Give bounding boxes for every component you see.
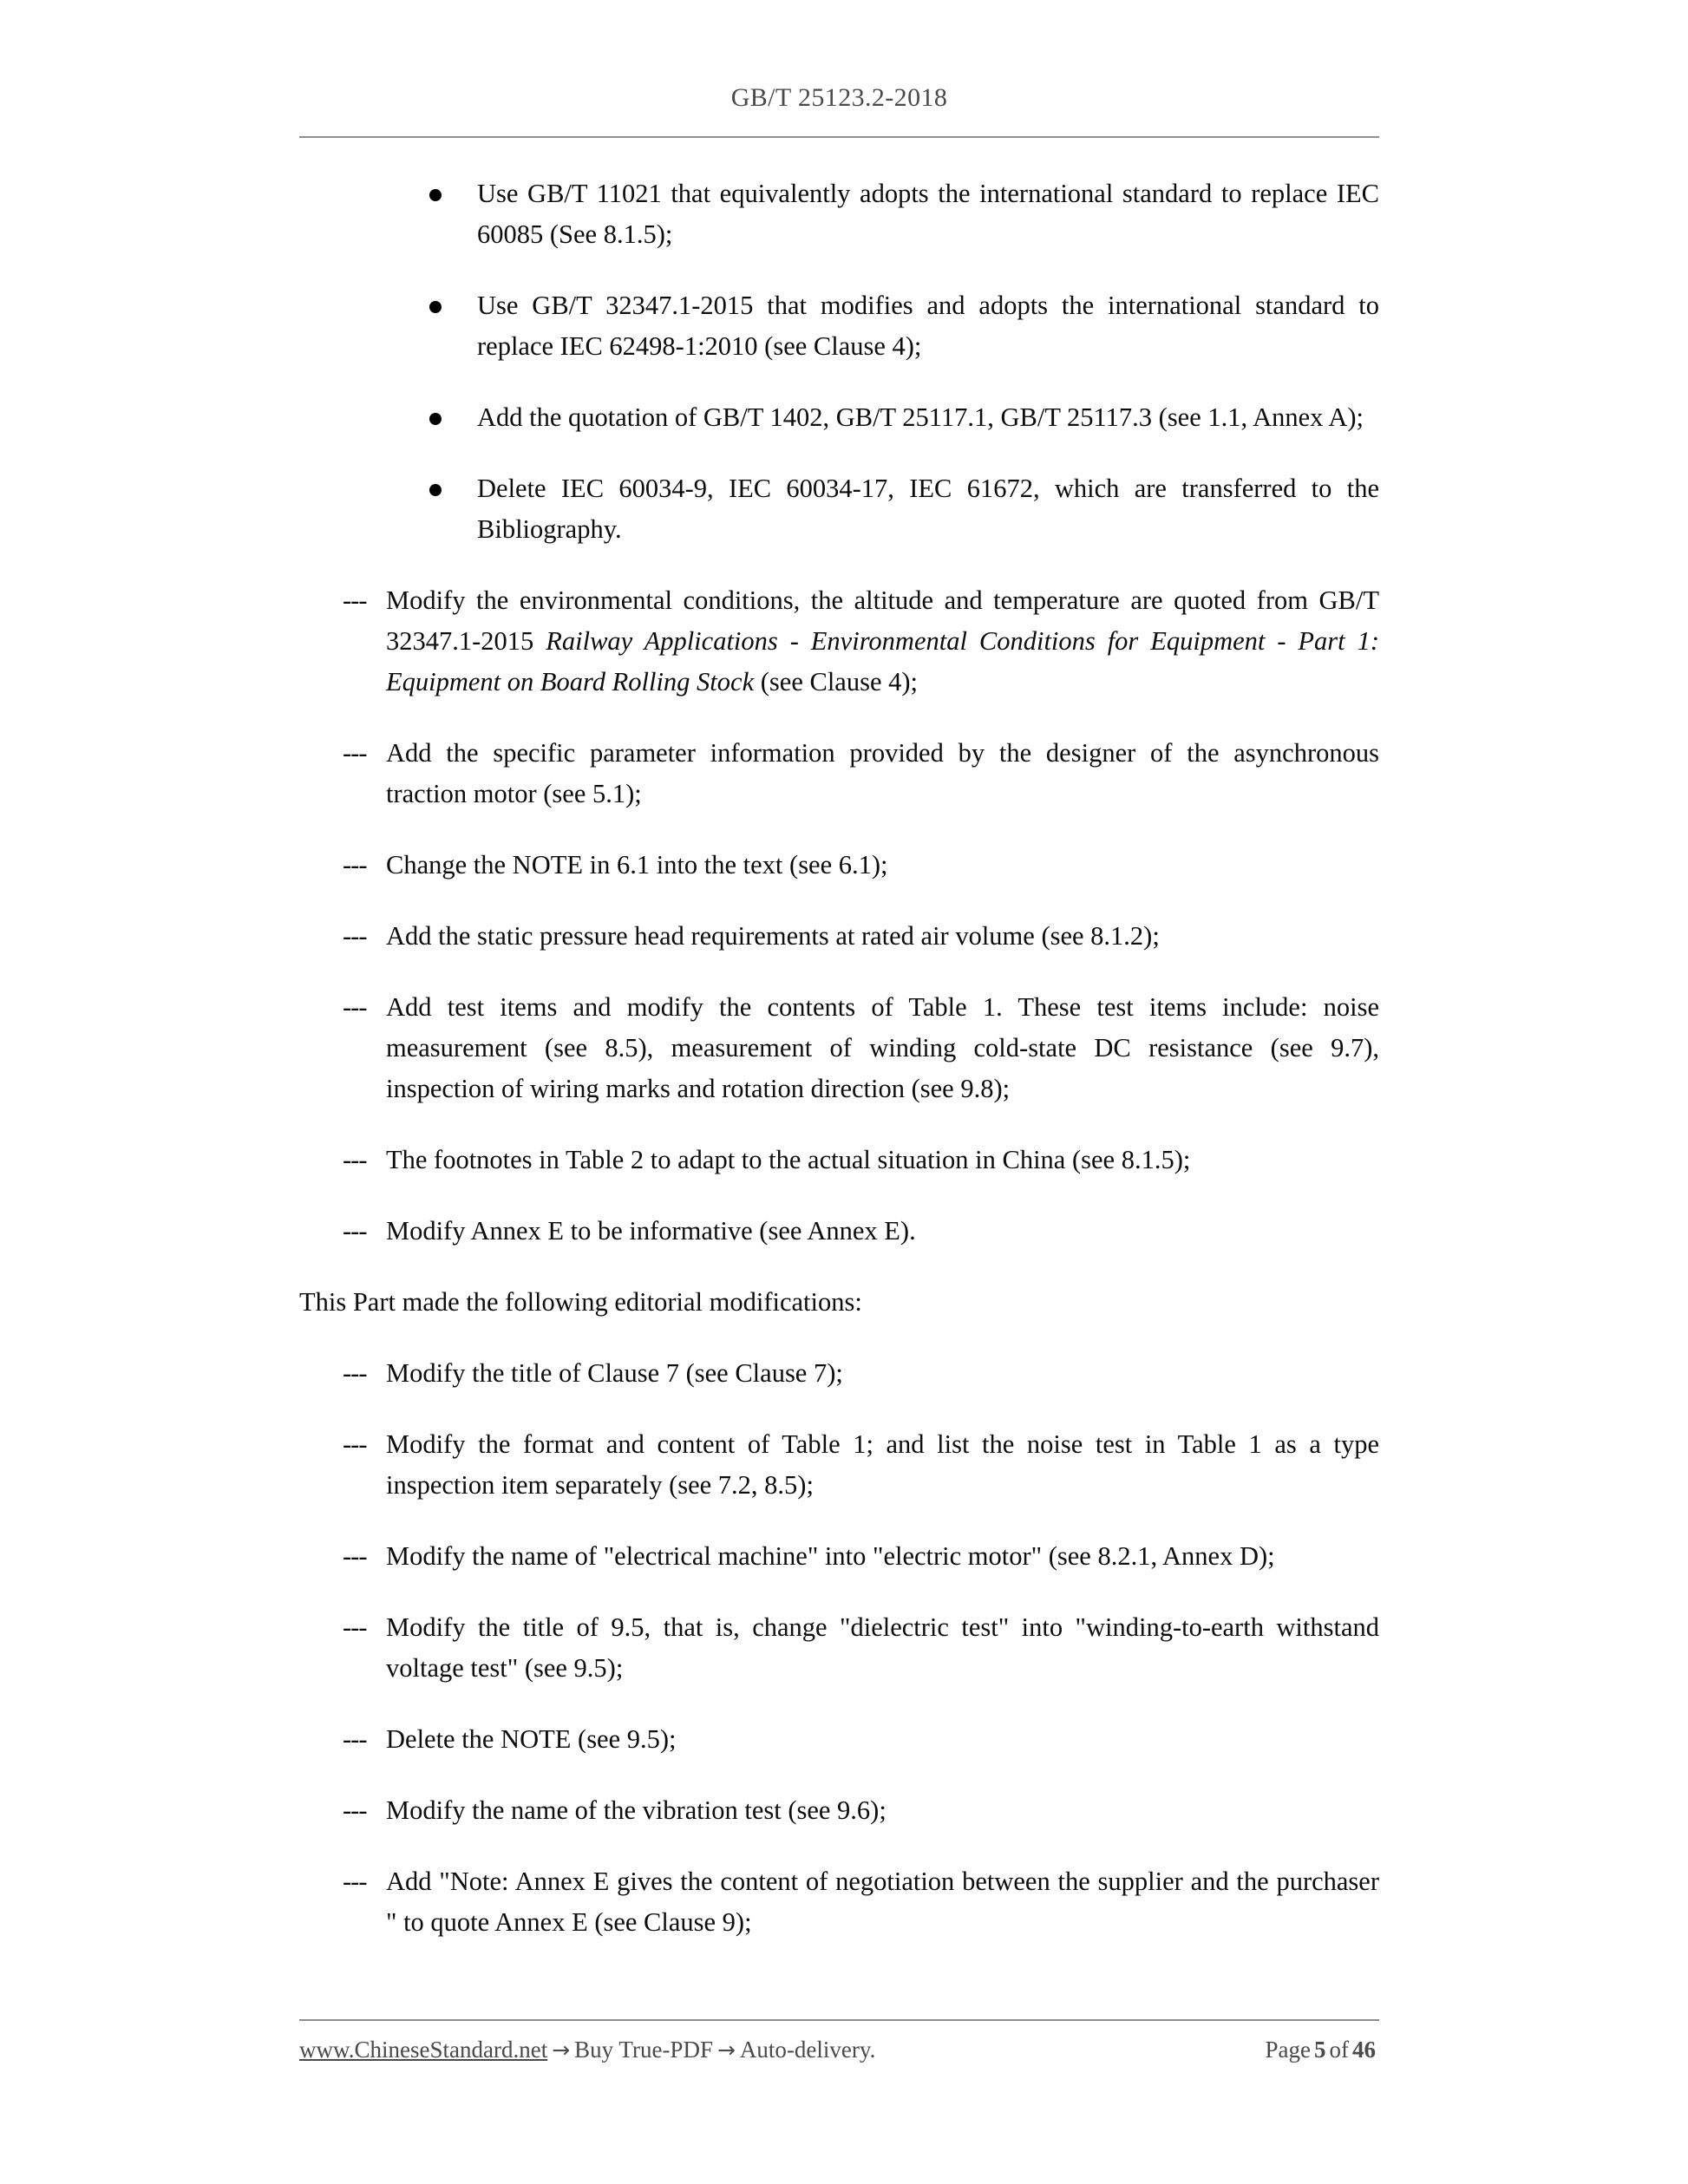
list-item (343, 1607, 1379, 1689)
list-item (343, 1211, 1379, 1252)
list-item (343, 1719, 1379, 1760)
list-item-text: Use GB/T 32347.1-2015 that modifies and adopts the international standard to replace IEC 62498-1:2010 (see Clause 4); (477, 291, 1379, 361)
document-body (299, 173, 1379, 1943)
list-item-text: The footnotes in Table 2 to adapt to the actual situation in China (see 8.1.5); (386, 1145, 1191, 1174)
dash-marker: --- (343, 738, 367, 768)
list-item-text: Add the quotation of GB/T 1402, GB/T 25117.1, GB/T 25117.3 (see 1.1, Annex A); (477, 402, 1364, 432)
list-item-text: Modify the environmental conditions, the altitude and temperature are quoted from GB/T 32347.1-2015 (386, 585, 1379, 656)
list-item (343, 1861, 1379, 1943)
dash-marker: --- (343, 1358, 367, 1388)
page-indicator (1266, 2037, 1379, 2063)
list-item-text: Add test items and modify the contents of Table 1. These test items include: noise measurement (see 8.5), measurement of winding cold-state DC resistance (see 9.7), inspection of wiring marks and rotation direction (see 9.8); (386, 992, 1379, 1103)
list-item (343, 987, 1379, 1109)
auto-delivery-text: Auto-delivery. (739, 2037, 876, 2063)
bullet-dot-icon (429, 189, 442, 201)
list-item-text: Modify the format and content of Table 1; and list the noise test in Table 1 as a type inspection item separately (see 7.2, 8.5); (386, 1429, 1379, 1500)
list-item (429, 397, 1379, 438)
page-label: Page (1265, 2037, 1311, 2063)
dash-marker: --- (343, 1429, 367, 1459)
of-label: of (1329, 2037, 1349, 2063)
bullet-dot-icon (429, 484, 442, 496)
footer-divider (299, 2019, 1379, 2021)
list-item (343, 916, 1379, 957)
list-item-text: Change the NOTE in 6.1 into the text (see 6.1); (386, 850, 888, 879)
buy-true-pdf-text: Buy True-PDF (574, 2037, 713, 2063)
dash-marker: --- (343, 921, 367, 951)
list-item-text: Modify the title of Clause 7 (see Clause 7); (386, 1358, 843, 1388)
dash-marker: --- (343, 992, 367, 1022)
dash-marker: --- (343, 1145, 367, 1174)
list-item-text: Delete the NOTE (see 9.5); (386, 1724, 677, 1754)
list-item (429, 173, 1379, 255)
list-item (343, 845, 1379, 886)
list-item (343, 1790, 1379, 1831)
dash-marker: --- (343, 1612, 367, 1642)
editorial-intro-paragraph: This Part made the following editorial modifications: (299, 1287, 862, 1317)
list-item-text: Add "Note: Annex E gives the content of negotiation between the supplier and the purchaser " to quote Annex E (see Clause 9); (386, 1867, 1379, 1937)
list-item-text: Modify the title of 9.5, that is, change "dielectric test" into "winding-to-earth withstand voltage test" (see 9.5); (386, 1612, 1379, 1683)
chinesestandard-link[interactable]: www.ChineseStandard.net (299, 2037, 548, 2063)
dash-marker: --- (343, 1867, 367, 1896)
list-item-text-tail: (see Clause 4); (754, 667, 918, 696)
header-divider (299, 136, 1379, 138)
arrow-right-icon: → (552, 2037, 571, 2063)
list-item (343, 1140, 1379, 1180)
list-item-text: Add the specific parameter information provided by the designer of the asynchronous traction motor (see 5.1); (386, 738, 1379, 808)
standard-number-heading: GB/T 25123.2-2018 (730, 83, 948, 112)
footer-promo (299, 2037, 875, 2063)
list-item (429, 468, 1379, 550)
list-item-text: Delete IEC 60034-9, IEC 60034-17, IEC 61672, which are transferred to the Bibliography. (477, 474, 1379, 544)
page-header (299, 83, 1379, 112)
list-item (343, 1353, 1379, 1394)
dash-marker: --- (343, 585, 367, 615)
list-item-text: Modify the name of the vibration test (see 9.6); (386, 1795, 887, 1825)
list-item-text: Modify Annex E to be informative (see Annex E). (386, 1216, 916, 1246)
list-item (343, 733, 1379, 814)
list-item (343, 1536, 1379, 1577)
list-item-title-italic: Railway Applications - Environmental Conditions for Equipment - Part 1: Equipment on Board Rolling Stock (386, 626, 1379, 696)
list-item-text: Use GB/T 11021 that equivalently adopts the international standard to replace IEC 60085 (See 8.1.5); (477, 179, 1379, 249)
bullet-dot-icon (429, 301, 442, 313)
total-page-number: 46 (1352, 2037, 1376, 2063)
current-page-number: 5 (1314, 2037, 1326, 2063)
dash-marker: --- (343, 1216, 367, 1246)
arrow-right-icon: → (716, 2037, 736, 2063)
list-item-text: Add the static pressure head requirements at rated air volume (see 8.1.2); (386, 921, 1160, 951)
dash-marker: --- (343, 1724, 367, 1754)
list-item (343, 1424, 1379, 1506)
bullet-dot-icon (429, 413, 442, 425)
page-footer (299, 2037, 1379, 2080)
dash-marker: --- (343, 850, 367, 879)
list-item (429, 285, 1379, 367)
dash-marker: --- (343, 1541, 367, 1571)
dash-marker: --- (343, 1795, 367, 1825)
list-item-text: Modify the name of "electrical machine" into "electric motor" (see 8.2.1, Annex D); (386, 1541, 1275, 1571)
list-item (343, 580, 1379, 703)
